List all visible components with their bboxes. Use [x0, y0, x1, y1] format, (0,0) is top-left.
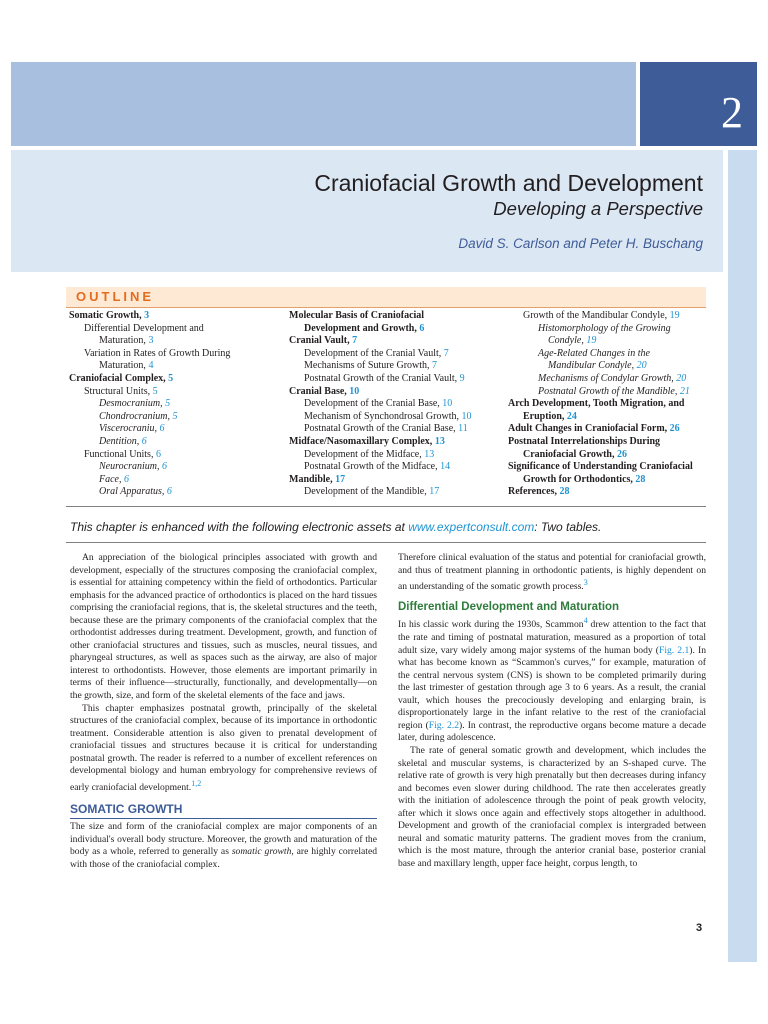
outline-page-link[interactable]: 9: [459, 372, 465, 384]
outline-column-2: [289, 310, 499, 499]
outline-item[interactable]: [289, 398, 499, 411]
chapter-number: 2: [721, 88, 743, 137]
outline-item[interactable]: [289, 360, 499, 373]
outline-item[interactable]: [508, 348, 708, 361]
outline-page-link[interactable]: 6: [166, 486, 172, 498]
outline-page-link[interactable]: 5: [152, 385, 158, 397]
outline-item[interactable]: [69, 360, 279, 373]
outline-item[interactable]: [289, 373, 499, 386]
body-column-left: [70, 552, 377, 871]
outline-item[interactable]: [508, 360, 708, 373]
outline-page-link[interactable]: 19: [669, 310, 680, 321]
outline-page-link[interactable]: 20: [676, 372, 687, 384]
outline-item-text: Neurocranium,: [99, 461, 160, 473]
outline-item[interactable]: [69, 423, 279, 436]
outline-page-link[interactable]: 5: [172, 410, 178, 422]
outline-item[interactable]: [508, 486, 708, 499]
outline-item-text: Postnatal Growth of the Cranial Base,: [304, 423, 456, 435]
outline-page-link[interactable]: 26: [616, 448, 627, 460]
outline-item[interactable]: [508, 323, 708, 336]
body-column-right: [398, 552, 706, 871]
outline-item-text: Oral Apparatus,: [99, 486, 165, 498]
outline-item-text: Mechanisms of Suture Growth,: [304, 360, 430, 372]
outline-item-text: Development of the Cranial Vault,: [304, 347, 442, 359]
emphasis-text: somatic growth,: [231, 846, 294, 858]
outline-item-text: Development and Growth,: [304, 322, 417, 334]
outline-item[interactable]: [289, 486, 499, 499]
outline-page-link[interactable]: 13: [424, 448, 435, 460]
outline-item[interactable]: [508, 449, 708, 462]
outline-item[interactable]: [289, 411, 499, 424]
outline-item[interactable]: [69, 474, 279, 487]
outline-page-link[interactable]: 14: [440, 461, 451, 473]
paragraph: The rate of general somatic growth and development, which includes the skeletal and muscular systems, is characterized by an S-shaped curve. The relative rate of growth is very high prenatally but then decreases during infancy and becomes even slower during childhood. The rate then accelerates greatly with the initiation of adolescence through the point of peak growth velocity, after which it slows once again and effectively stops altogether in adulthood. Development and growth of the craniofacial complex is intergraded between neural and somatic maturity patterns. The gradient moves from the cranium, which is the most mature, through the anterior cranial base, posterior cranial base and maxillary length, upper face height, corpus length, to: [398, 745, 706, 869]
outline-item[interactable]: [289, 310, 499, 323]
paragraph: [398, 615, 706, 745]
outline-item-text: Desmocranium,: [99, 398, 163, 410]
chapter-subtitle: Developing a Perspective: [493, 198, 703, 219]
divider: [66, 506, 706, 507]
page-number: 3: [696, 922, 703, 934]
outline-item[interactable]: [508, 461, 708, 474]
outline-item[interactable]: [69, 323, 279, 336]
outline-item-text: Arch Development, Tooth Migration, and: [508, 398, 685, 410]
paragraph-text: In his classic work during the 1930s, Scammon: [398, 619, 584, 631]
outline-page-link[interactable]: 11: [458, 423, 468, 435]
section-heading: SOMATIC GROWTH: [70, 803, 377, 820]
outline-item-text: Growth for Orthodontics,: [523, 473, 633, 485]
outline-page-link[interactable]: 6: [141, 435, 147, 447]
outline-item-text: Functional Units,: [84, 448, 154, 460]
outline-page-link[interactable]: 7: [352, 335, 358, 347]
outline-item-text: Postnatal Interrelationships During: [508, 435, 661, 447]
paragraph-text: The size and form of the craniofacial complex are major components of an individual's overall body structure. Moreover, the growth and maturation of the body as a whole, referred to generally as: [70, 821, 377, 858]
paragraph-text: Therefore clinical evaluation of the status and potential for craniofacial growth, and thus of treatment planning in orthodontic patients, is highly dependent on an understanding of the somatic growth process.: [398, 552, 706, 593]
outline-item[interactable]: [69, 411, 279, 424]
outline-item-text: Differential Development and: [84, 322, 204, 334]
outline-page-link[interactable]: 10: [349, 385, 360, 397]
outline-item-text: Significance of Understanding Craniofacial: [508, 461, 693, 473]
outline-item-text: Viscerocraniu,: [99, 423, 158, 435]
outline-page-link[interactable]: 6: [419, 322, 425, 334]
outline-header: [66, 287, 706, 308]
outline-item[interactable]: [508, 474, 708, 487]
divider: [66, 542, 706, 543]
outline-item[interactable]: [508, 436, 708, 449]
outline-item[interactable]: [289, 436, 499, 449]
outline-item[interactable]: [508, 373, 708, 386]
outline-item[interactable]: [289, 423, 499, 436]
outline-page-link[interactable]: 3: [148, 335, 154, 347]
outline-item[interactable]: [289, 386, 499, 399]
assets-note-suffix: : Two tables.: [534, 520, 602, 534]
outline-item-text: References,: [508, 486, 557, 498]
outline-item-text: Development of the Cranial Base,: [304, 398, 440, 410]
outline-item[interactable]: [508, 335, 708, 348]
outline-item[interactable]: [69, 436, 279, 449]
outline-page-link[interactable]: 17: [335, 473, 346, 485]
outline-item-text: Maturation,: [99, 360, 146, 372]
outline-item-text: Development of the Midface,: [304, 448, 422, 460]
outline-item[interactable]: [69, 461, 279, 474]
outline-item-text: Variation in Rates of Growth During: [84, 347, 231, 359]
outline-page-link[interactable]: 28: [635, 473, 646, 485]
paragraph: [398, 552, 706, 594]
paragraph-text: are highly correlated with those of the craniofacial complex.: [70, 846, 377, 870]
outline-item-text: Maturation,: [99, 335, 146, 347]
chapter-title: Craniofacial Growth and Development: [314, 170, 703, 196]
outline-item[interactable]: [69, 335, 279, 348]
outline-label: OUTLINE: [76, 289, 155, 304]
outline-page-link[interactable]: 6: [155, 448, 161, 460]
outline-page-link[interactable]: 5: [165, 398, 171, 410]
outline-item-text: Development of the Mandible,: [304, 486, 427, 498]
outline-item[interactable]: [289, 335, 499, 348]
outline-item-text: Structural Units,: [84, 385, 151, 397]
outline-item[interactable]: [508, 310, 708, 323]
outline-item-text: Molecular Basis of Craniofacial: [289, 310, 425, 321]
outline-item[interactable]: [69, 310, 279, 323]
header-band: [11, 62, 636, 146]
outline-item-text: Histomorphology of the Growing: [538, 322, 671, 334]
paragraph: [70, 703, 377, 795]
outline-page-link[interactable]: 3: [144, 310, 150, 321]
subsection-heading: Differential Development and Maturation: [398, 600, 620, 613]
outline-page-link[interactable]: 6: [124, 473, 129, 485]
outline-page-link[interactable]: 4: [148, 360, 154, 372]
outline-page-link[interactable]: 7: [432, 360, 438, 372]
outline-item-text: Postnatal Growth of the Midface,: [304, 461, 438, 473]
outline-column-3: [508, 310, 708, 499]
outline-item-text: Age-Related Changes in the: [538, 347, 650, 359]
outline-item[interactable]: [289, 474, 499, 487]
outline-item-text: Face,: [99, 473, 122, 485]
outline-item-text: Midface/Nasomaxillary Complex,: [289, 435, 433, 447]
outline-item[interactable]: [289, 323, 499, 336]
electronic-assets-note: [70, 520, 601, 534]
outline-item-text: Craniofacial Complex,: [69, 372, 166, 384]
outline-item-text: Dentition,: [99, 435, 140, 447]
assets-note-text: This chapter is enhanced with the following electronic assets at: [70, 520, 409, 534]
outline-page-link[interactable]: 28: [559, 486, 570, 498]
outline-item[interactable]: [69, 373, 279, 386]
outline-item[interactable]: [508, 398, 708, 411]
outline-page-link[interactable]: 6: [161, 461, 167, 473]
outline-page-link[interactable]: 7: [443, 347, 449, 359]
outline-page-link[interactable]: 13: [434, 435, 445, 447]
side-strip: [728, 150, 757, 962]
outline-item-text: Adult Changes in Craniofacial Form,: [508, 423, 668, 435]
paragraph: An appreciation of the biological principles associated with growth and development, especially of the structures composing the craniofacial complex, is essential for attaining competency within the field of orthodontics. Particular emphasis for the advanced practice of orthodontics is placed on the hard tissues comprising the craniofacial regions, that is, the skeletal structures and the teeth, because these are the primary components of the craniofacial complex that the orthodontist addresses during treatment. Development, growth, and function of other craniofacial structures and tissues, such as muscles, neural tissues, and pharyngeal structures, as well as spaces such as the airway, are also of major interest to orthodontists. However, those elements are important primarily in terms of their influence—structurally, functionally, and developmentally—on the growth, size, and form of the skeletal elements of the face and jaws.: [70, 552, 377, 702]
figure-link[interactable]: Fig. 2.2: [428, 719, 460, 731]
citation-ref[interactable]: 3: [583, 578, 588, 588]
outline-item-text: Chondrocranium,: [99, 410, 171, 422]
outline-page-link[interactable]: 17: [429, 486, 440, 498]
citation-ref[interactable]: 4: [583, 616, 588, 626]
outline-page-link[interactable]: 20: [636, 360, 647, 372]
outline-item[interactable]: [508, 386, 708, 399]
outline-item[interactable]: [69, 449, 279, 462]
paragraph-text: ). In contrast, the reproductive organs become mature a decade later, during adolescence.: [398, 719, 706, 744]
outline-item-text: Eruption,: [523, 410, 565, 422]
outline-item-text: Cranial Base,: [289, 385, 347, 397]
outline-item-text: Mandibular Condyle,: [548, 360, 635, 372]
outline-item-text: Growth of the Mandibular Condyle,: [523, 310, 668, 321]
outline-item[interactable]: [69, 486, 279, 499]
outline-page-link[interactable]: 26: [669, 423, 680, 435]
figure-link[interactable]: Fig. 2.1: [658, 644, 690, 656]
outline-item-text: Postnatal Growth of the Mandible,: [538, 385, 678, 397]
chapter-authors: David S. Carlson and Peter H. Buschang: [458, 236, 703, 251]
outline-item-text: Mechanisms of Condylar Growth,: [538, 372, 674, 384]
outline-page-link[interactable]: 19: [586, 335, 597, 347]
chapter-number-box: [640, 62, 757, 146]
paragraph: [70, 821, 377, 871]
outline-item-text: Craniofacial Growth,: [523, 448, 615, 460]
outline-item[interactable]: [289, 348, 499, 361]
outline-item-text: Mechanism of Synchondrosal Growth,: [304, 410, 459, 422]
outline-page-link[interactable]: 10: [442, 398, 453, 410]
outline-page-link[interactable]: 6: [159, 423, 165, 435]
paragraph-text: drew attention to the fact that the rate and timing of postnatal maturation, measured as a proportion of total adult size, vary widely among major systems of the human body (: [398, 619, 706, 656]
outline-item-text: Postnatal Growth of the Cranial Vault,: [304, 372, 458, 384]
citation-ref[interactable]: 1,2: [191, 778, 202, 788]
outline-item[interactable]: [69, 348, 279, 361]
outline-item-text: Cranial Vault,: [289, 335, 350, 347]
outline-item[interactable]: [69, 386, 279, 399]
outline-item[interactable]: [289, 449, 499, 462]
outline-item[interactable]: [289, 461, 499, 474]
paragraph-text: This chapter emphasizes postnatal growth, principally of the skeletal structures of the craniofacial complex, because of its importance in orthodontic treatment. Considerable attention is also given to prenatal development of craniofacial tissues and structures because it is critical for understanding postnatal growth. The reader is referred to a number of excellent references on developmental biology and human embryology for comprehensive reviews of early craniofacial development.: [70, 702, 377, 794]
expertconsult-link[interactable]: www.expertconsult.com: [408, 520, 535, 534]
outline-item[interactable]: [69, 398, 279, 411]
outline-item[interactable]: [508, 423, 708, 436]
outline-column-1: [69, 310, 279, 499]
title-band: [11, 150, 723, 272]
outline-page-link[interactable]: 21: [679, 385, 690, 397]
outline-page-link[interactable]: 24: [566, 410, 577, 422]
paragraph-text: ). In what has become known as “Scammon's curves,” for example, maturation of the central nervous system (CNS) is shown to be completed primarily during the last trimester of gestation through age 3 to 6 years. As a result, the cranial vault, which houses the precociously developing and enlarging brain, is disproportionately large in the infant relative to the rest of the craniofacial region (: [398, 644, 706, 731]
outline-item[interactable]: [508, 411, 708, 424]
outline-item-text: Mandible,: [289, 473, 333, 485]
outline-item-text: Somatic Growth,: [69, 310, 142, 321]
outline-item-text: Condyle,: [548, 335, 584, 347]
outline-page-link[interactable]: 10: [461, 410, 472, 422]
outline-page-link[interactable]: 5: [168, 372, 174, 384]
